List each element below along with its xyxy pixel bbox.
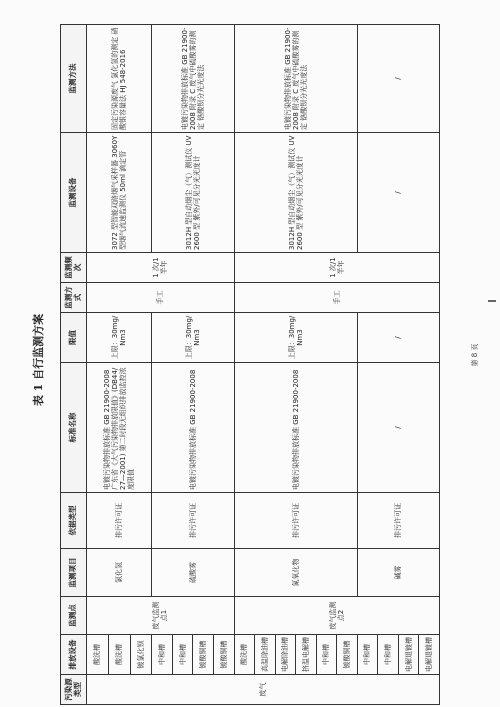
header-basis: 依据类型 <box>61 493 87 549</box>
item-cell: 氮氧化物 <box>234 549 357 597</box>
monitoring-table-rotated <box>60 25 440 705</box>
method-cell: / <box>357 25 439 133</box>
header-source-type: 污染源类型 <box>61 675 87 705</box>
header-mode: 监测方式 <box>61 283 87 313</box>
edge-mark <box>488 300 496 302</box>
standard-cell: / <box>357 363 439 493</box>
header-standard: 标准名称 <box>61 363 87 493</box>
device-cell: 3072 型智能双路烟气采样器 3060Y 型烟气流速监测仪 50ml 滴定管 <box>87 133 152 253</box>
table-title-text: 表 1 自行监测方案 <box>32 313 45 407</box>
limit-cell: 上限：30mg/Nm3 <box>234 313 357 363</box>
standard-cell: 电镀污染物排放标准 GB 21900-2008 <box>152 363 234 493</box>
table-title <box>8 300 68 420</box>
standard-cell: 电镀污染物排放标准 GB 21900-2008 广东省《大气污染物排放限值》(DB44/27—2001) 第二时段无组织排放监控浓度限值 <box>87 363 152 493</box>
equipment-cell: 镀氯化钡 <box>130 635 152 675</box>
header-frequency: 监测频次 <box>61 253 87 283</box>
equipment-cell: 高温除油槽 <box>255 635 276 675</box>
basis-cell: 排污许可证 <box>152 493 234 549</box>
page-number-text: 第 8 页 <box>471 343 479 367</box>
frequency-cell: 1 次/1 半年 <box>87 253 235 283</box>
header-row <box>61 25 87 705</box>
basis-cell: 排污许可证 <box>357 493 439 549</box>
equipment-cell: 中和槽 <box>152 635 173 675</box>
equipment-cell: 电解除油槽 <box>275 635 296 675</box>
header-device: 监测设备 <box>61 133 87 253</box>
method-cell: 固定污染源废气 氯化氢的测定 硝酸银容量法 HJ 548-2016 <box>87 25 152 133</box>
device-cell: / <box>357 133 439 253</box>
method-cell: 电镀污染物排放标准 GB 21900-2008 附录 C 废气中硫酸雾的测定 铬酸钡分光光度法 <box>152 25 234 133</box>
basis-cell: 排污许可证 <box>87 493 152 549</box>
item-cell: 碱雾 <box>357 549 439 597</box>
table-row <box>234 25 255 705</box>
device-cell: 3012H 型自动烟尘（气）测试仪 UV2600 型 紫外/可见分光光度计 <box>152 133 234 253</box>
equipment-cell: 中和槽 <box>172 635 193 675</box>
standard-cell: 电镀污染物排放标准 GB 21900-2008 <box>234 363 357 493</box>
mode-cell: 手工 <box>87 283 235 313</box>
limit-cell: 上限：30mg/Nm3 <box>152 313 234 363</box>
page-number <box>455 340 495 370</box>
equipment-cell: 镀酸铜槽 <box>337 635 358 675</box>
source-type-cell: 废气 <box>87 675 440 705</box>
equipment-cell: 挤温电解槽 <box>296 635 317 675</box>
table-row <box>87 25 109 705</box>
equipment-cell: 中和槽 <box>357 635 378 675</box>
method-cell: 电镀污染物排放标准 GB 21900-2008 附录 C 废气中硫酸雾的测定 铬酸钡分光光度法 <box>234 25 357 133</box>
basis-cell: 排污许可证 <box>234 493 357 549</box>
monitoring-table <box>60 24 440 705</box>
equipment-cell: 酸洗槽 <box>108 635 130 675</box>
item-cell: 氯化氢 <box>87 549 152 597</box>
equipment-cell: 镀酸铜槽 <box>193 635 214 675</box>
item-cell: 硫酸雾 <box>152 549 234 597</box>
header-item: 监测项目 <box>61 549 87 597</box>
equipment-cell: 中和槽 <box>378 635 399 675</box>
header-method: 监测方法 <box>61 25 87 133</box>
equipment-cell: 电解退镀槽 <box>398 635 419 675</box>
equipment-cell: 电解退镀槽 <box>419 635 440 675</box>
limit-cell: / <box>357 313 439 363</box>
point-1-cell: 废气监测点1 <box>87 597 235 635</box>
frequency-cell: 1 次/1 半年 <box>234 253 439 283</box>
equipment-cell: 酸洗槽 <box>87 635 109 675</box>
equipment-cell: 中和槽 <box>316 635 337 675</box>
equipment-cell: 酸洗槽 <box>234 635 255 675</box>
header-point: 监测点 <box>61 597 87 635</box>
equipment-cell: 镀酸铜槽 <box>214 635 235 675</box>
header-limit: 限值 <box>61 313 87 363</box>
header-equipment: 排放设备 <box>61 635 87 675</box>
limit-cell: 上限：30mg/Nm3 <box>87 313 152 363</box>
mode-cell: 手工 <box>234 283 439 313</box>
point-2-cell: 废气监测点2 <box>234 597 439 635</box>
device-cell: 3012H 型自动烟尘（气）测试仪 UV2600 型 紫外/可见分光光度计 <box>234 133 357 253</box>
